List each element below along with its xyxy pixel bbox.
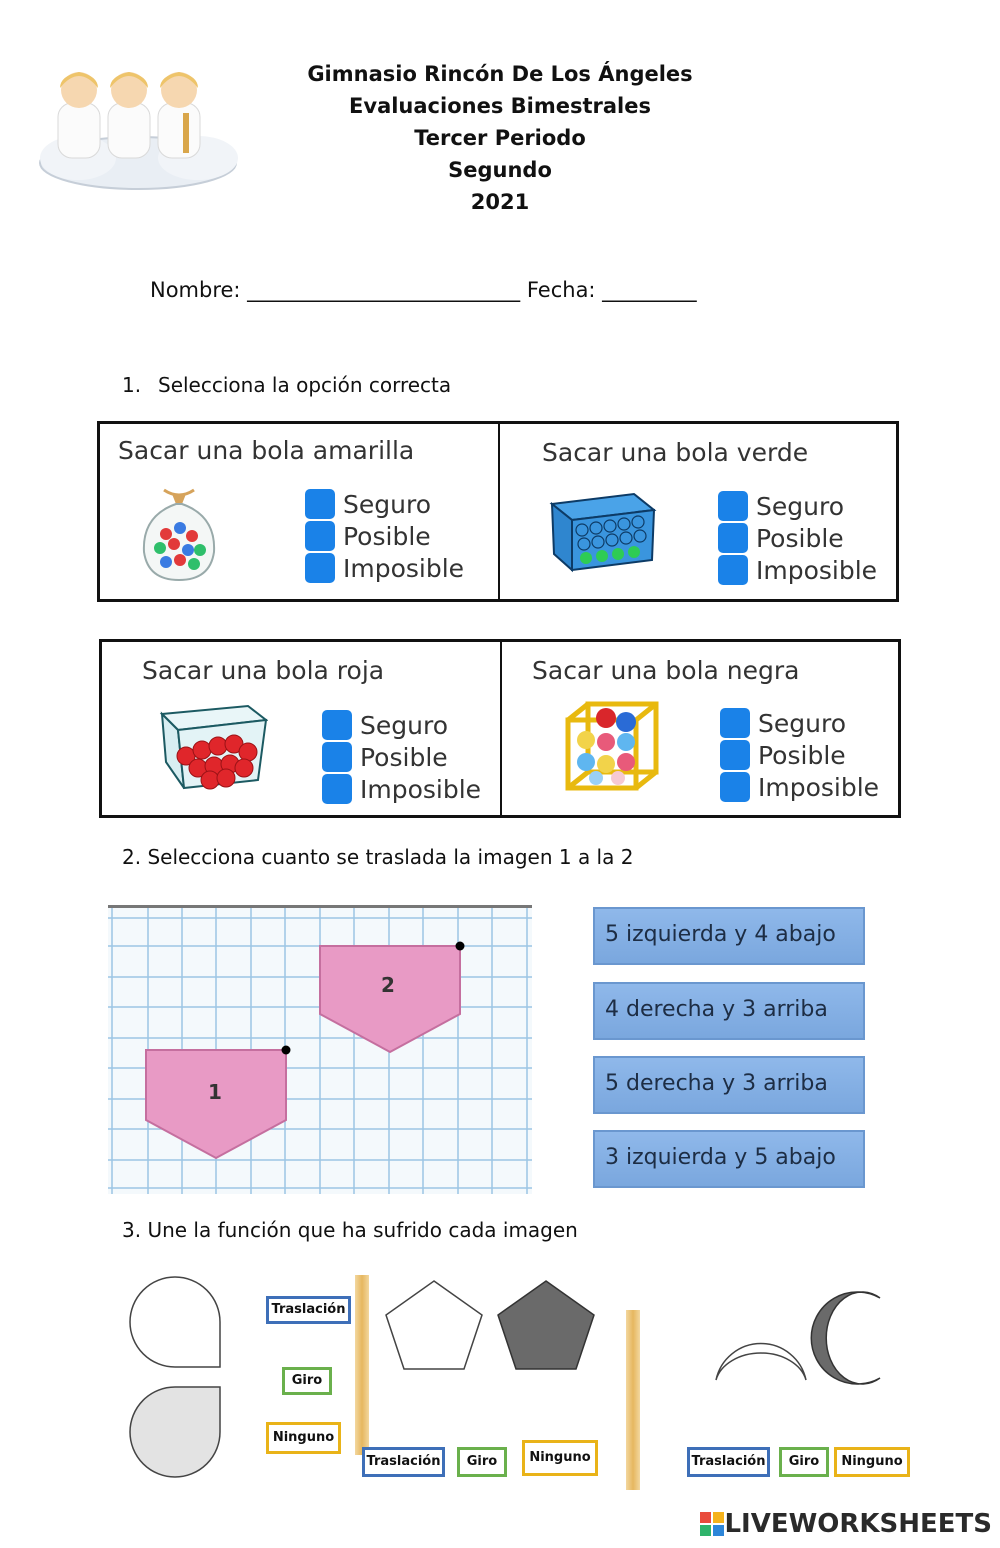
- tag-ninguno[interactable]: Ninguno: [834, 1447, 910, 1477]
- option-posible[interactable]: [305, 520, 431, 552]
- cell-title-yellow: Sacar una bola amarilla: [118, 436, 415, 465]
- option-checkbox[interactable]: [322, 742, 352, 772]
- tag-giro[interactable]: Giro: [779, 1447, 829, 1477]
- option-label: Posible: [360, 742, 448, 772]
- option-checkbox[interactable]: [720, 772, 750, 802]
- pentagon-shapes-image: [380, 1275, 600, 1375]
- question-1-title: Selecciona la opción correcta: [158, 373, 452, 397]
- tag-ninguno[interactable]: Ninguno: [266, 1422, 341, 1454]
- answer-option-3[interactable]: 5 derecha y 3 arriba: [593, 1056, 865, 1114]
- matching-strip[interactable]: [355, 1275, 369, 1455]
- tag-ninguno[interactable]: Ninguno: [522, 1440, 598, 1476]
- option-checkbox[interactable]: [322, 774, 352, 804]
- option-seguro[interactable]: [305, 488, 431, 520]
- period-label: Tercer Periodo: [414, 126, 586, 150]
- document-header: [0, 58, 1000, 218]
- liveworksheets-brand: [700, 1508, 992, 1540]
- option-checkbox[interactable]: [720, 708, 750, 738]
- option-label: Posible: [758, 740, 846, 770]
- option-label: Imposible: [360, 774, 482, 804]
- evaluation-title: Evaluaciones Bimestrales: [349, 94, 651, 118]
- probability-row-1: [97, 421, 899, 602]
- tag-giro[interactable]: Giro: [457, 1447, 507, 1477]
- option-posible[interactable]: [718, 522, 844, 554]
- option-checkbox[interactable]: [305, 553, 335, 583]
- shape-2-label: 2: [381, 973, 395, 997]
- option-checkbox[interactable]: [305, 521, 335, 551]
- cell-title-red: Sacar una bola roja: [142, 656, 385, 685]
- tag-giro[interactable]: Giro: [282, 1367, 332, 1395]
- option-checkbox[interactable]: [718, 555, 748, 585]
- cell-title-black: Sacar una bola negra: [532, 656, 800, 685]
- grade-label: Segundo: [448, 158, 552, 182]
- option-label: Seguro: [758, 708, 846, 738]
- answer-option-1[interactable]: 5 izquierda y 4 abajo: [593, 907, 865, 965]
- cube-of-balls-image: [562, 698, 662, 794]
- name-date-line: Nombre: __________________________ Fecha: _________: [150, 278, 697, 302]
- option-posible[interactable]: [322, 741, 448, 773]
- school-name: Gimnasio Rincón De Los Ángeles: [307, 62, 693, 86]
- bag-of-balls-image: [138, 486, 220, 584]
- option-label: Seguro: [343, 489, 431, 519]
- question-2-title: 2. Selecciona cuanto se traslada la imagen 1 a la 2: [122, 845, 634, 869]
- tag-traslacion[interactable]: Traslación: [687, 1447, 770, 1477]
- crescent-shapes-image: [710, 1290, 890, 1390]
- option-imposible[interactable]: [718, 554, 877, 586]
- option-checkbox[interactable]: [718, 523, 748, 553]
- answer-option-2[interactable]: 4 derecha y 3 arriba: [593, 982, 865, 1040]
- question-1-number: 1.: [122, 373, 142, 397]
- option-checkbox[interactable]: [322, 710, 352, 740]
- answer-option-4[interactable]: 3 izquierda y 5 abajo: [593, 1130, 865, 1188]
- drop-shapes-image: [125, 1275, 230, 1485]
- box-of-red-balls-image: [158, 702, 268, 792]
- option-seguro[interactable]: [720, 707, 846, 739]
- shape-1-label: 1: [208, 1080, 222, 1104]
- option-imposible[interactable]: [305, 552, 464, 584]
- option-checkbox[interactable]: [305, 489, 335, 519]
- option-imposible[interactable]: [322, 773, 481, 805]
- option-label: Seguro: [360, 710, 448, 740]
- tag-traslacion[interactable]: Traslación: [266, 1296, 351, 1324]
- option-imposible[interactable]: [720, 771, 879, 803]
- cell-title-green: Sacar una bola verde: [542, 438, 809, 467]
- option-label: Posible: [756, 523, 844, 553]
- option-seguro[interactable]: [322, 709, 448, 741]
- option-checkbox[interactable]: [718, 491, 748, 521]
- option-label: Imposible: [758, 772, 880, 802]
- option-label: Imposible: [756, 555, 878, 585]
- translation-grid: [108, 905, 532, 1194]
- question-3-title: 3. Une la función que ha sufrido cada imagen: [122, 1218, 578, 1242]
- liveworksheets-logo-icon: [700, 1512, 724, 1536]
- year-label: 2021: [470, 190, 530, 214]
- option-label: Imposible: [343, 553, 465, 583]
- option-label: Posible: [343, 521, 431, 551]
- probability-row-2: [99, 639, 901, 818]
- option-seguro[interactable]: [718, 490, 844, 522]
- tag-traslacion[interactable]: Traslación: [362, 1447, 445, 1477]
- option-posible[interactable]: [720, 739, 846, 771]
- matching-strip[interactable]: [626, 1310, 640, 1490]
- option-label: Seguro: [756, 491, 844, 521]
- box-of-blue-balls-image: [548, 490, 658, 574]
- option-checkbox[interactable]: [720, 740, 750, 770]
- brand-name: LIVEWORKSHEETS: [724, 1509, 992, 1539]
